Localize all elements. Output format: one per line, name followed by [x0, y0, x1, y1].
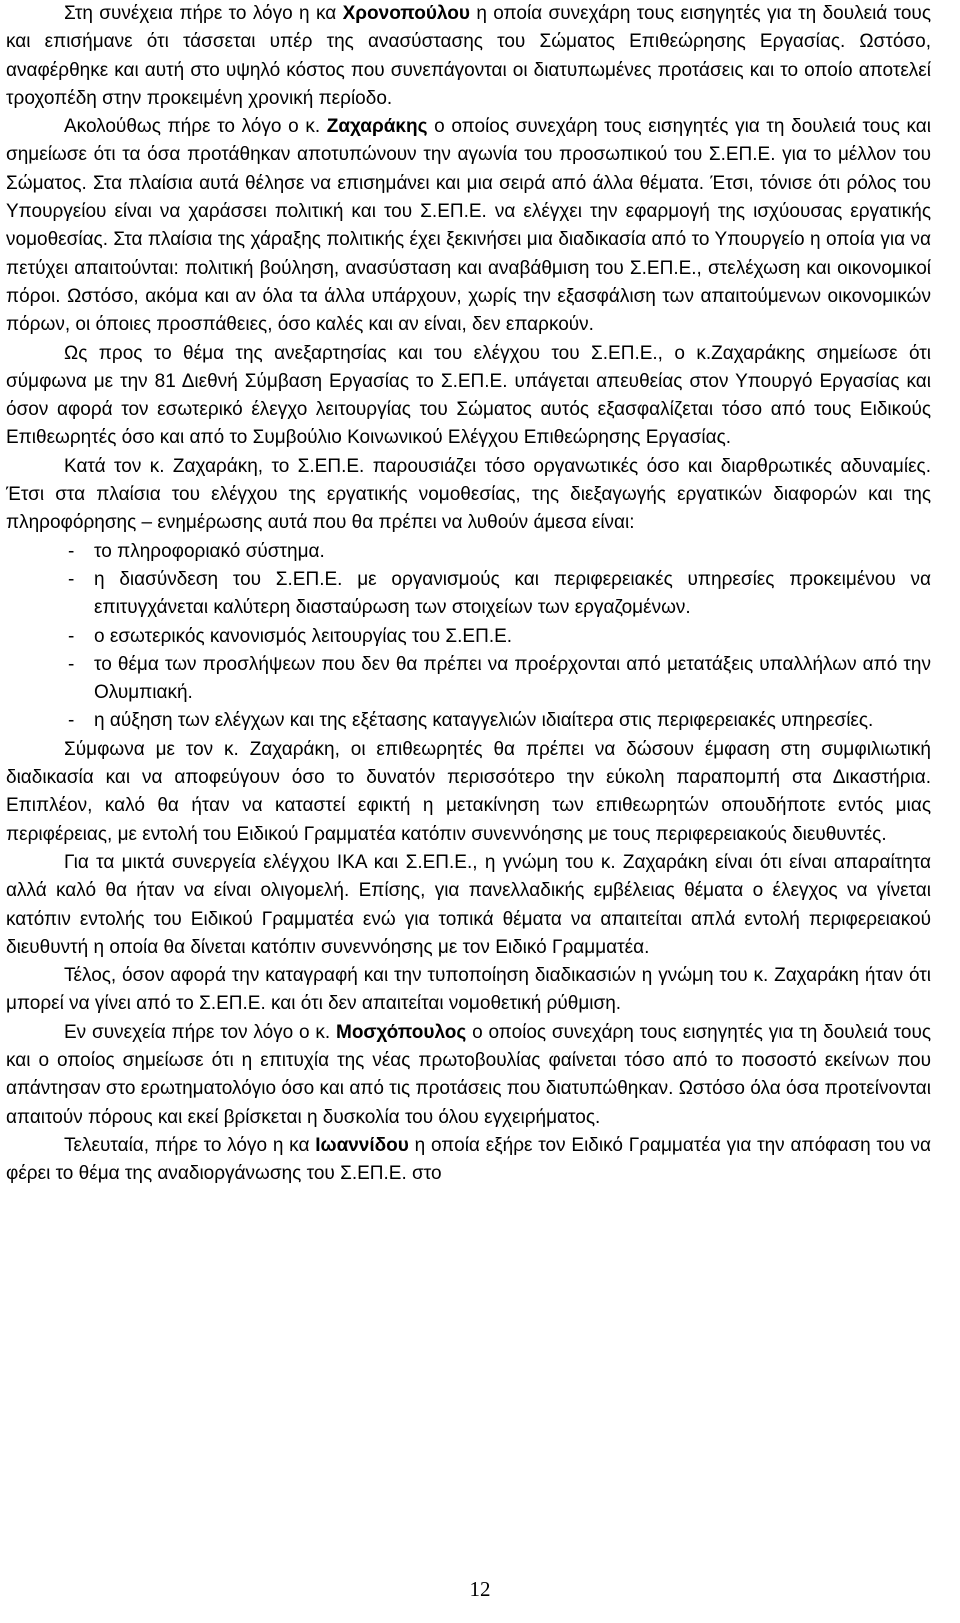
paragraph-8-text-start: Εν συνεχεία πήρε τον λόγο ο κ.: [64, 1021, 336, 1043]
paragraph-9: [6, 1132, 931, 1189]
paragraph-3: Ως προς το θέμα της ανεξαρτησίας και του ελέγχου του Σ.ΕΠ.Ε., ο κ.Ζαχαράκης σημείωσε ότι σύμφωνα με την 81 Διεθνή Σύμβαση Εργασίας το Σ.ΕΠ.Ε. υπάγεται απευθείας στον Υπουργό Εργασίας και όσον αφορά τον εσωτερικό έλεγχο λειτουργίας του Σώματος αυτός εξασφαλίζεται τόσο από τους Ειδικούς Επιθεωρητές όσο και από το Συμβούλιο Κοινωνικού Ελέγχου Επιθεώρησης Εργασίας.: [6, 342, 931, 449]
list-item: - ο εσωτερικός κανονισμός λειτουργίας του Σ.ΕΠ.Ε.: [94, 623, 931, 651]
page-number: 12: [469, 1577, 491, 1601]
paragraph-9-text-start: Τελευταία, πήρε το λόγο η κα: [64, 1134, 316, 1156]
speaker-name-ioannidou: Ιωαννίδου: [315, 1134, 409, 1156]
paragraph-6: Για τα μικτά συνεργεία ελέγχου ΙΚΑ και Σ.ΕΠ.Ε., η γνώμη του κ. Ζαχαράκη είναι ότι είναι απαραίτητα αλλά καλό θα ήταν να είναι ολιγομελή. Επίσης, για πανελλαδικής εμβέλειας θέματα ο έλεγχος να γίνεται κατόπιν εντολής του Ειδικού Γραμματέα ενώ για τοπικά θέματα να απαιτείται απλά εντολή περιφερειακού διευθυντή η οποία θα δίνεται κατόπιν συνεννόησης με τον Ειδικό Γραμματέα.: [6, 851, 931, 958]
paragraph-9-text-end: η οποία εξήρε τον Ειδικό Γραμματέα για την απόφαση του να φέρει το θέμα της αναδιοργάνωσης του Σ.ΕΠ.Ε. στο: [6, 1134, 931, 1185]
paragraph-2: [6, 113, 931, 339]
paragraph-1: [6, 0, 931, 113]
list-item: - η αύξηση των ελέγχων και της εξέτασης καταγγελιών ιδιαίτερα στις περιφερειακές υπηρεσίες.: [94, 707, 931, 735]
speaker-name-zacharakis: Ζαχαράκης: [326, 116, 428, 138]
paragraph-2-text-start: Ακολούθως πήρε το λόγο ο κ.: [64, 116, 327, 138]
speaker-name-moschopoulos: Μοσχόπουλος: [336, 1021, 467, 1043]
paragraph-5: Σύμφωνα με τον κ. Ζαχαράκη, οι επιθεωρητές θα πρέπει να δώσουν έμφαση στη συμφιλιωτική διαδικασία και να αποφεύγουν όσο το δυνατόν περισσότερο την εύκολη παραπομπή στα Δικαστήρια. Επιπλέον, καλό θα ήταν να καταστεί εφικτή η μετακίνηση των επιθεωρητών οπουδήποτε εντός μιας περιφέρειας, με εντολή του Ειδικού Γραμματέα κατόπιν συνεννόησης με τους περιφερειακούς διευθυντές.: [6, 738, 931, 845]
paragraph-1-text-end: η οποία συνεχάρη τους εισηγητές για τη δουλειά τους και επισήμανε ότι τάσσεται υπέρ της ανασύστασης του Σώματος Επιθεώρησης Εργασίας. Ωστόσο, αναφέρθηκε και αυτή στο υψηλό κόστος που συνεπάγονται οι διατυπωμένες προτάσεις και το οποίο αποτελεί τροχοπέδη στην προκειμένη χρονική περίοδο.: [6, 3, 931, 109]
paragraph-8: [6, 1019, 931, 1132]
paragraph-2-text-end: ο οποίος συνεχάρη τους εισηγητές για τη δουλειά τους και σημείωσε ότι τα όσα προτάθηκαν αποτυπώνουν την αγωνία του προσωπικού του Σ.ΕΠ.Ε. για το μέλλον του Σώματος. Στα πλαίσια αυτά θέλησε να επισημάνει και μια σειρά από άλλα θέματα. Έτσι, τόνισε ότι ρόλος του Υπουργείου είναι να χαράσσει πολιτική και του Σ.ΕΠ.Ε. να ελέγχει την εφαρμογή της ισχύουσας εργατικής νομοθεσίας. Στα πλαίσια της χάραξης πολιτικής έχει ξεκινήσει μια διαδικασία από το Υπουργείο η οποία για να πετύχει απαιτούνται: πολιτική βούληση, ανασύσταση και αναβάθμιση του Σ.ΕΠ.Ε., στελέχωση και οικονομικοί πόροι. Ωστόσο, ακόμα και αν όλα τα άλλα υπάρχουν, χωρίς την εξασφάλιση των απαιτούμενων οικονομικών πόρων, οι όποιες προσπάθειες, όσο καλές και αν είναι, δεν επαρκούν.: [6, 116, 931, 336]
paragraph-1-text-start: Στη συνέχεια πήρε το λόγο η κα: [64, 3, 343, 24]
issues-list: [6, 538, 931, 736]
paragraph-4: Κατά τον κ. Ζαχαράκη, το Σ.ΕΠ.Ε. παρουσιάζει τόσο οργανωτικές όσο και διαρθρωτικές αδυναμίες. Έτσι στα πλαίσια του ελέγχου της εργατικής νομοθεσίας, της διεξαγωγής εργατικών διαφορών και της πληροφόρησης – ενημέρωσης αυτά που θα πρέπει να λυθούν άμεσα είναι:: [6, 455, 931, 534]
list-item: - το θέμα των προσλήψεων που δεν θα πρέπει να προέρχονται από μετατάξεις υπαλλήλων από την Ολυμπιακή.: [94, 651, 931, 708]
list-item: - το πληροφοριακό σύστημα.: [94, 538, 931, 566]
speaker-name-chronopoulou: Χρονοπούλου: [342, 3, 470, 24]
paragraph-8-text-end: ο οποίος συνεχάρη τους εισηγητές για τη δουλειά τους και ο οποίος σημείωσε ότι η επιτυχία της νέας πρωτοβουλίας φαίνεται τόσο από το ποσοστό εκείνων που απάντησαν στο ερωτηματολόγιο όσο και από τις προτάσεις που διατυπώθηκαν. Ωστόσο όλα όσα προτείνονται απαιτούν πόρους και εκεί βρίσκεται η δυσκολία του όλου εγχειρήματος.: [6, 1021, 932, 1128]
paragraph-7: Τέλος, όσον αφορά την καταγραφή και την τυποποίηση διαδικασιών η γνώμη του κ. Ζαχαράκη ήταν ότι μπορεί να γίνει από το Σ.ΕΠ.Ε. και ότι δεν απαιτείται νομοθετική ρύθμιση.: [6, 965, 931, 1015]
list-item: - η διασύνδεση του Σ.ΕΠ.Ε. με οργανισμούς και περιφερειακές υπηρεσίες προκειμένου να επιτυγχάνεται καλύτερη διασταύρωση των στοιχείων των εργαζομένων.: [94, 566, 931, 623]
